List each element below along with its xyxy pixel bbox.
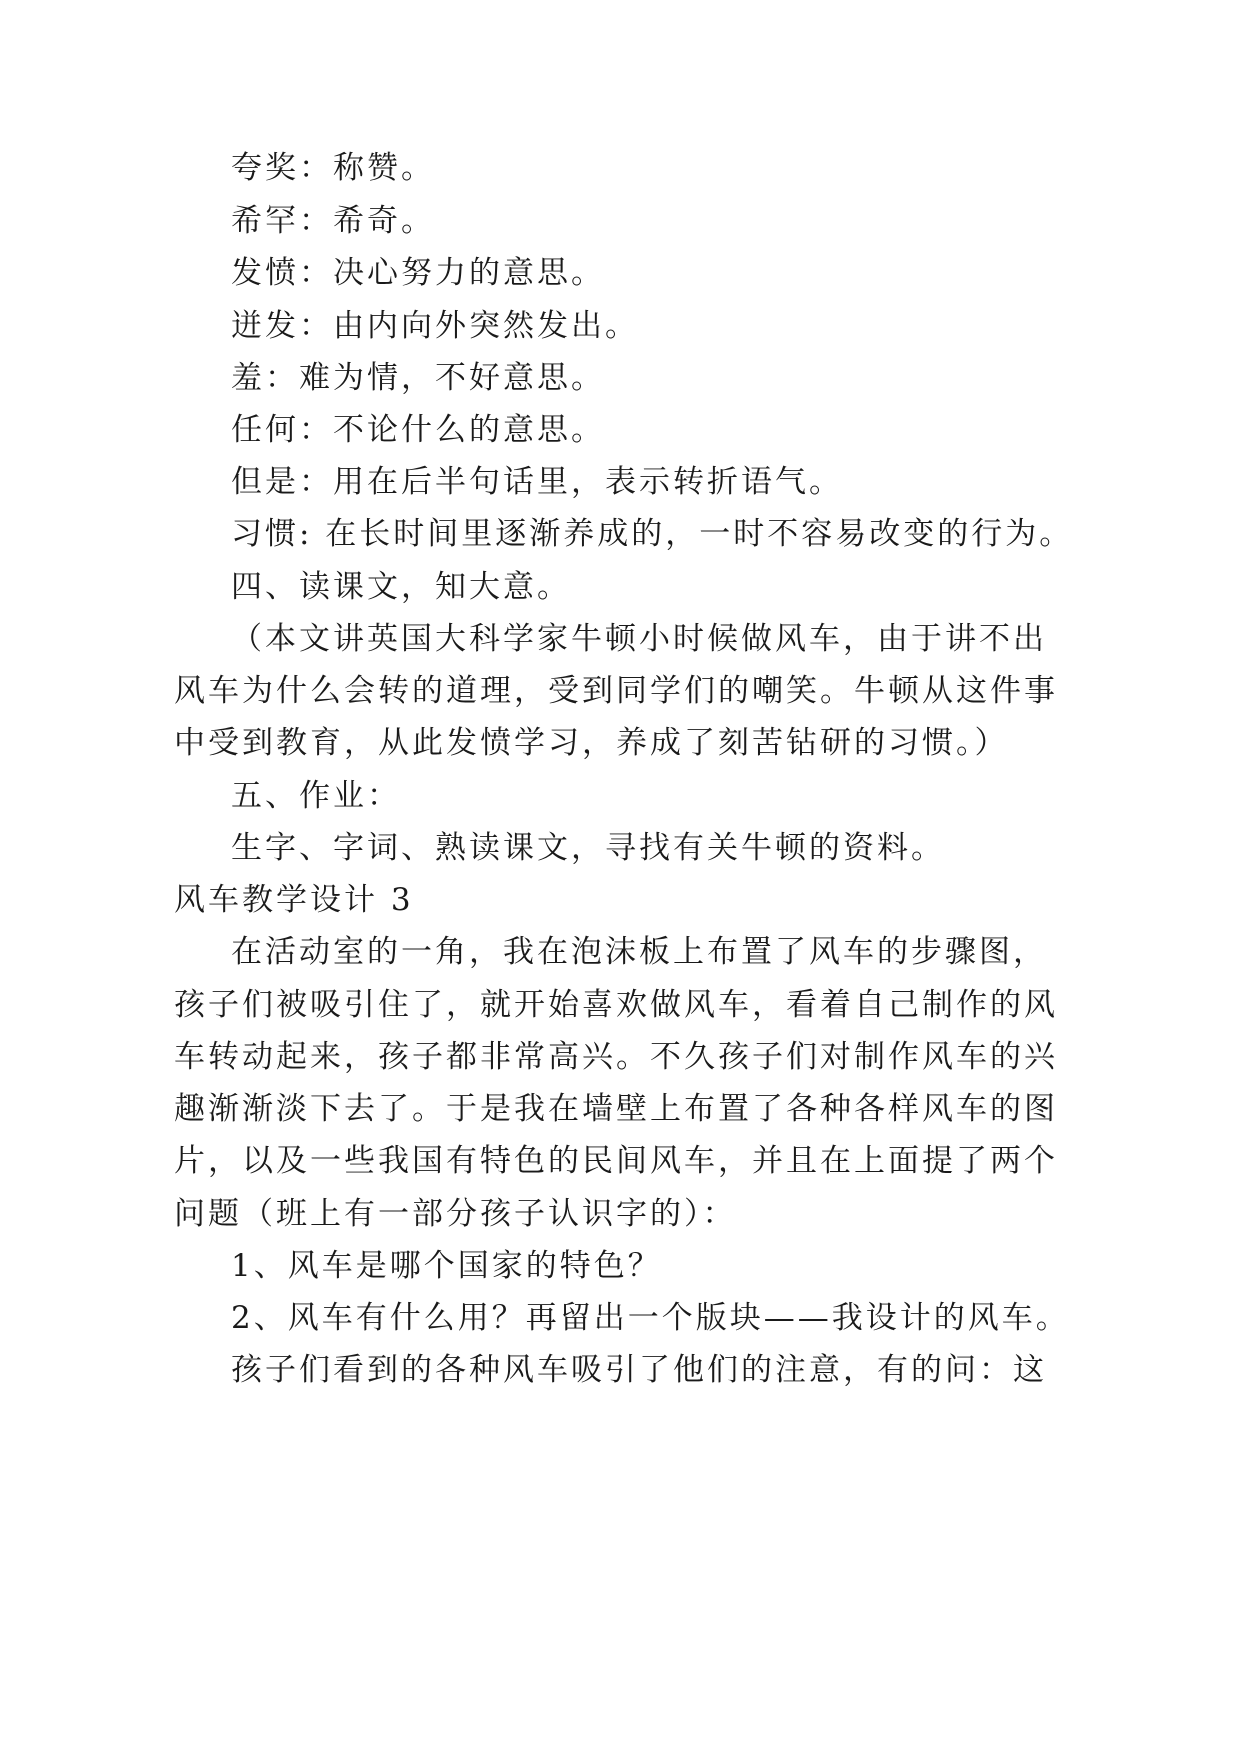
paragraph-activity-line-2: 孩子们被吸引住了，就开始喜欢做风车，看着自己制作的风 xyxy=(174,987,1058,1023)
paragraph-activity-line-3: 车转动起来，孩子都非常高兴。不久孩子们对制作风车的兴 xyxy=(174,1039,1058,1075)
section-heading-five: 五、作业： xyxy=(231,778,401,814)
text-line-definition-danshi: 但是：用在后半句话里，表示转折语气。 xyxy=(231,464,843,500)
paragraph-activity-line-6: 问题（班上有一部分孩子认识字的）： xyxy=(174,1196,737,1232)
text-line-definition-bengfa: 迸发：由内向外突然发出。 xyxy=(231,308,639,344)
question-item-1: 1、风车是哪个国家的特色？ xyxy=(231,1248,662,1284)
text-line-definition-xiguan: 习惯: 在长时间里逐渐养成的，一时不容易改变的行为。 xyxy=(231,516,1074,552)
text-line-definition-xihan: 希罕：希奇。 xyxy=(231,203,435,239)
paragraph-activity-line-4: 趣渐渐淡下去了。于是我在墙壁上布置了各种各样风车的图 xyxy=(174,1091,1058,1127)
paragraph-activity-line-1: 在活动室的一角，我在泡沫板上布置了风车的步骤图， xyxy=(231,934,1047,970)
section-heading-four: 四、读课文，知大意。 xyxy=(231,569,571,605)
paragraph-summary-line-1: （本文讲英国大科学家牛顿小时候做风车，由于讲不出 xyxy=(231,621,1047,657)
text-line-definition-fafen: 发愤：决心努力的意思。 xyxy=(231,255,605,291)
text-line-definition-kuajiang: 夸奖：称赞。 xyxy=(231,150,435,186)
text-line-definition-renhe: 任何：不论什么的意思。 xyxy=(231,412,605,448)
paragraph-summary-line-2: 风车为什么会转的道理，受到同学们的嘲笑。牛顿从这件事 xyxy=(174,673,1058,709)
question-item-2: 2、风车有什么用？再留出一个版块——我设计的风车。 xyxy=(231,1300,1070,1336)
paragraph-summary-line-3: 中受到教育，从此发愤学习，养成了刻苦钻研的习惯。） xyxy=(174,725,1009,761)
paragraph-activity-line-5: 片，以及一些我国有特色的民间风车，并且在上面提了两个 xyxy=(174,1143,1058,1179)
text-line-definition-xiu: 羞：难为情，不好意思。 xyxy=(231,360,605,396)
paragraph-attention-line-1: 孩子们看到的各种风车吸引了他们的注意，有的问：这 xyxy=(231,1352,1047,1388)
document-section-title: 风车教学设计 3 xyxy=(174,882,414,918)
homework-text: 生字、字词、熟读课文，寻找有关牛顿的资料。 xyxy=(231,830,945,866)
